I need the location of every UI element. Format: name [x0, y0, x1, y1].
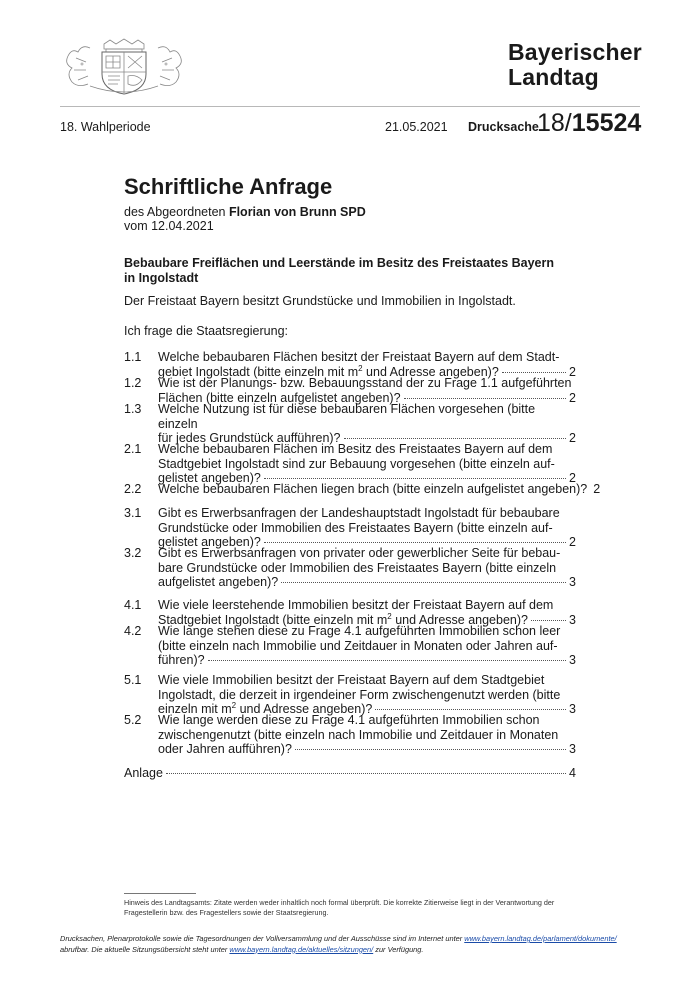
square-superscript: 2 [231, 700, 237, 710]
page-reference: 2 [569, 364, 576, 379]
question-text-part: oder Jahren aufführen)? [158, 742, 292, 756]
document-title: Schriftliche Anfrage [124, 174, 333, 199]
footer-text-1: Drucksachen, Plenarprotokolle sowie die Tagesordnungen der Vollversammlung und der Ausschüsse sind im Internet unter [60, 934, 465, 943]
question-number: 5.2 [124, 713, 142, 727]
question-text [158, 713, 576, 757]
question-last-text [158, 575, 278, 590]
question-text [158, 442, 576, 486]
leader-dots [502, 372, 566, 373]
question-item [124, 402, 576, 446]
question-last-text [158, 482, 587, 497]
leader-dots [281, 582, 566, 583]
drucksache-label: Drucksache [468, 120, 539, 134]
question-item [124, 598, 576, 627]
page-reference: 3 [569, 612, 576, 627]
question-line: Welche bebaubaren Flächen besitzt der Freistaat Bayern auf dem Stadt- [158, 350, 560, 364]
question-line: Wie lange werden diese zu Frage 4.1 aufgeführten Immobilien schon [158, 713, 540, 727]
question-number: 1.1 [124, 350, 142, 364]
question-number: 1.2 [124, 376, 142, 390]
annex-page: 4 [569, 766, 576, 780]
question-text [158, 402, 576, 446]
question-line: Gibt es Erwerbsanfragen von privater oder gewerblicher Seite für bebau- [158, 546, 561, 560]
coat-of-arms-logo [60, 38, 188, 96]
page-reference: 2 [569, 431, 576, 445]
question-line: zwischengenutzt (bitte einzeln nach Immobilie und Zeitdauer in Monaten [158, 727, 559, 742]
question-line: bare Grundstücke oder Immobilien des Freistaates Bayern (bitte einzeln [158, 560, 557, 575]
question-text-part: gelistet angeben)? [158, 535, 261, 549]
square-superscript: 2 [387, 611, 392, 621]
question-last-line [158, 575, 576, 590]
drucksache-prefix: 18/ [537, 109, 572, 137]
question-last-line [158, 742, 576, 757]
question-line: Welche bebaubaren Flächen im Besitz des Freistaates Bayern auf dem [158, 442, 553, 456]
question-item [124, 673, 576, 717]
question-line: Welche Nutzung ist für diese bebaubaren Flächen vorgesehen (bitte einzeln [158, 402, 536, 431]
leader-dots [264, 478, 566, 479]
page-reference: 3 [569, 575, 576, 589]
question-line: Wie viele Immobilien besitzt der Freistaat Bayern auf dem Stadtgebiet [158, 673, 545, 687]
question-text [158, 350, 576, 379]
question-line: Stadtgebiet Ingolstadt sind zur Bebauung vorgesehen (bitte einzeln auf- [158, 456, 555, 471]
question-line: Ingolstadt, die derzeit in irgendeiner Form zwischengenutzt werden (bitte [158, 687, 561, 702]
document-date: 21.05.2021 [385, 120, 448, 134]
header-divider [60, 106, 640, 107]
question-text-part: und Adresse angeben)? [236, 702, 373, 716]
question-text-part: Stadtgebiet Ingolstadt (bitte einzeln mit m [158, 612, 388, 627]
question-text [158, 482, 601, 497]
question-text-part: gelistet angeben)? [158, 471, 261, 485]
question-text [158, 624, 576, 668]
question-text-part: führen)? [158, 653, 205, 667]
leader-dots [295, 749, 566, 750]
leader-dots [404, 398, 567, 399]
brand-line1: Bayerischer [508, 39, 642, 65]
question-text [158, 506, 576, 550]
leader-dots [166, 773, 566, 774]
leader-dots [531, 620, 566, 621]
leader-dots [375, 709, 566, 710]
question-line: (bitte einzeln nach Immobilie und Zeitdauer in Monaten oder Jahren auf- [158, 638, 558, 653]
question-line: Wie ist der Planungs- bzw. Bebauungsstand der zu Frage 1.1 aufgeführten [158, 376, 572, 390]
leader-dots [264, 542, 566, 543]
question-line: Grundstücke oder Immobilien des Freistaates Bayern (bitte einzeln auf- [158, 520, 553, 535]
request-date: vom 12.04.2021 [124, 219, 214, 233]
question-item [124, 546, 576, 590]
intro-text: Der Freistaat Bayern besitzt Grundstücke und Immobilien in Ingolstadt. [124, 294, 516, 308]
question-text-part: einzeln mit m [158, 702, 232, 716]
footer-text-2: abrufbar. Die aktuelle Sitzungsübersicht steht unter [60, 944, 230, 954]
footnote-divider [124, 893, 196, 894]
documents-link[interactable]: www.bayern.landtag.de/parlament/dokumente/ [464, 934, 617, 943]
drucksache-id: 15524 [571, 109, 642, 137]
ask-text: Ich frage die Staatsregierung: [124, 324, 288, 338]
question-item [124, 442, 576, 486]
page-reference: 2 [569, 471, 576, 485]
question-number: 1.3 [124, 402, 142, 416]
page-footer [60, 934, 620, 955]
question-text-part: für jedes Grundstück aufführen)? [158, 431, 341, 445]
page-reference: 2 [569, 535, 576, 549]
author-name: Florian von Brunn SPD [228, 205, 366, 219]
page-reference: 3 [569, 742, 576, 756]
brand-line2: Landtag [508, 64, 599, 90]
subject-heading: Bebaubare Freiflächen und Leerstände im Besitz des Freistaates Bayern in Ingolstadt [124, 256, 555, 285]
question-item [124, 350, 576, 379]
question-number: 2.2 [124, 482, 142, 496]
question-last-line [158, 482, 601, 497]
question-item [124, 482, 601, 497]
question-text [158, 598, 576, 627]
leader-dots [344, 438, 567, 439]
question-text-part: gebiet Ingolstadt (bitte einzeln mit m [158, 364, 359, 379]
question-text-part: Flächen (bitte einzeln aufgelistet angeben)? [158, 390, 401, 405]
square-superscript: 2 [358, 363, 363, 373]
page-reference: 2 [569, 390, 576, 405]
question-item [124, 713, 576, 757]
landtag-brand [508, 40, 642, 90]
question-text [158, 376, 576, 405]
annex-entry [124, 766, 576, 780]
question-text-part: Welche bebaubaren Flächen liegen brach (bitte einzeln aufgelistet angeben)? [158, 482, 588, 496]
question-number: 3.1 [124, 506, 142, 520]
question-last-line [158, 653, 576, 668]
author-line [124, 205, 366, 220]
footer-text-3: zur Verfügung. [373, 944, 424, 954]
question-item [124, 506, 576, 550]
question-number: 2.1 [124, 442, 142, 456]
question-text [158, 546, 576, 590]
question-number: 5.1 [124, 673, 142, 687]
question-text-part: und Adresse angeben)? [362, 364, 499, 379]
question-line: Wie lange stehen diese zu Frage 4.1 aufgeführten Immobilien schon leer [158, 624, 561, 638]
question-line: Gibt es Erwerbsanfragen der Landeshauptstadt Ingolstadt für bebaubare [158, 506, 560, 520]
page-reference: 2 [593, 482, 601, 496]
annex-label: Anlage [124, 766, 163, 780]
question-item [124, 624, 576, 668]
legislative-period: 18. Wahlperiode [60, 120, 151, 134]
question-text [158, 673, 576, 717]
question-number: 3.2 [124, 546, 142, 560]
question-last-text [158, 742, 292, 757]
question-text-part: und Adresse angeben)? [391, 612, 528, 627]
sessions-link[interactable]: www.bayern.landtag.de/aktuelles/sitzungen/ [229, 944, 374, 954]
question-text-part: aufgelistet angeben)? [158, 575, 279, 589]
question-number: 4.1 [124, 598, 142, 612]
page-reference: 3 [569, 702, 576, 716]
question-last-text [158, 653, 205, 668]
question-item [124, 376, 576, 405]
leader-dots [208, 660, 566, 661]
page-reference: 3 [569, 653, 576, 667]
question-number: 4.2 [124, 624, 142, 638]
author-prefix: des Abgeordneten [124, 205, 229, 219]
question-line: Wie viele leerstehende Immobilien besitzt der Freistaat Bayern auf dem [158, 598, 554, 612]
drucksache-number [537, 108, 641, 138]
footnote: Hinweis des Landtagsamts: Zitate werden weder inhaltlich noch formal überprüft. Die korrekte Zitierweise liegt in der Verantwortung der Fragestellerin bzw. des Fragestellers sowie der Staatsregierung. [124, 898, 555, 917]
